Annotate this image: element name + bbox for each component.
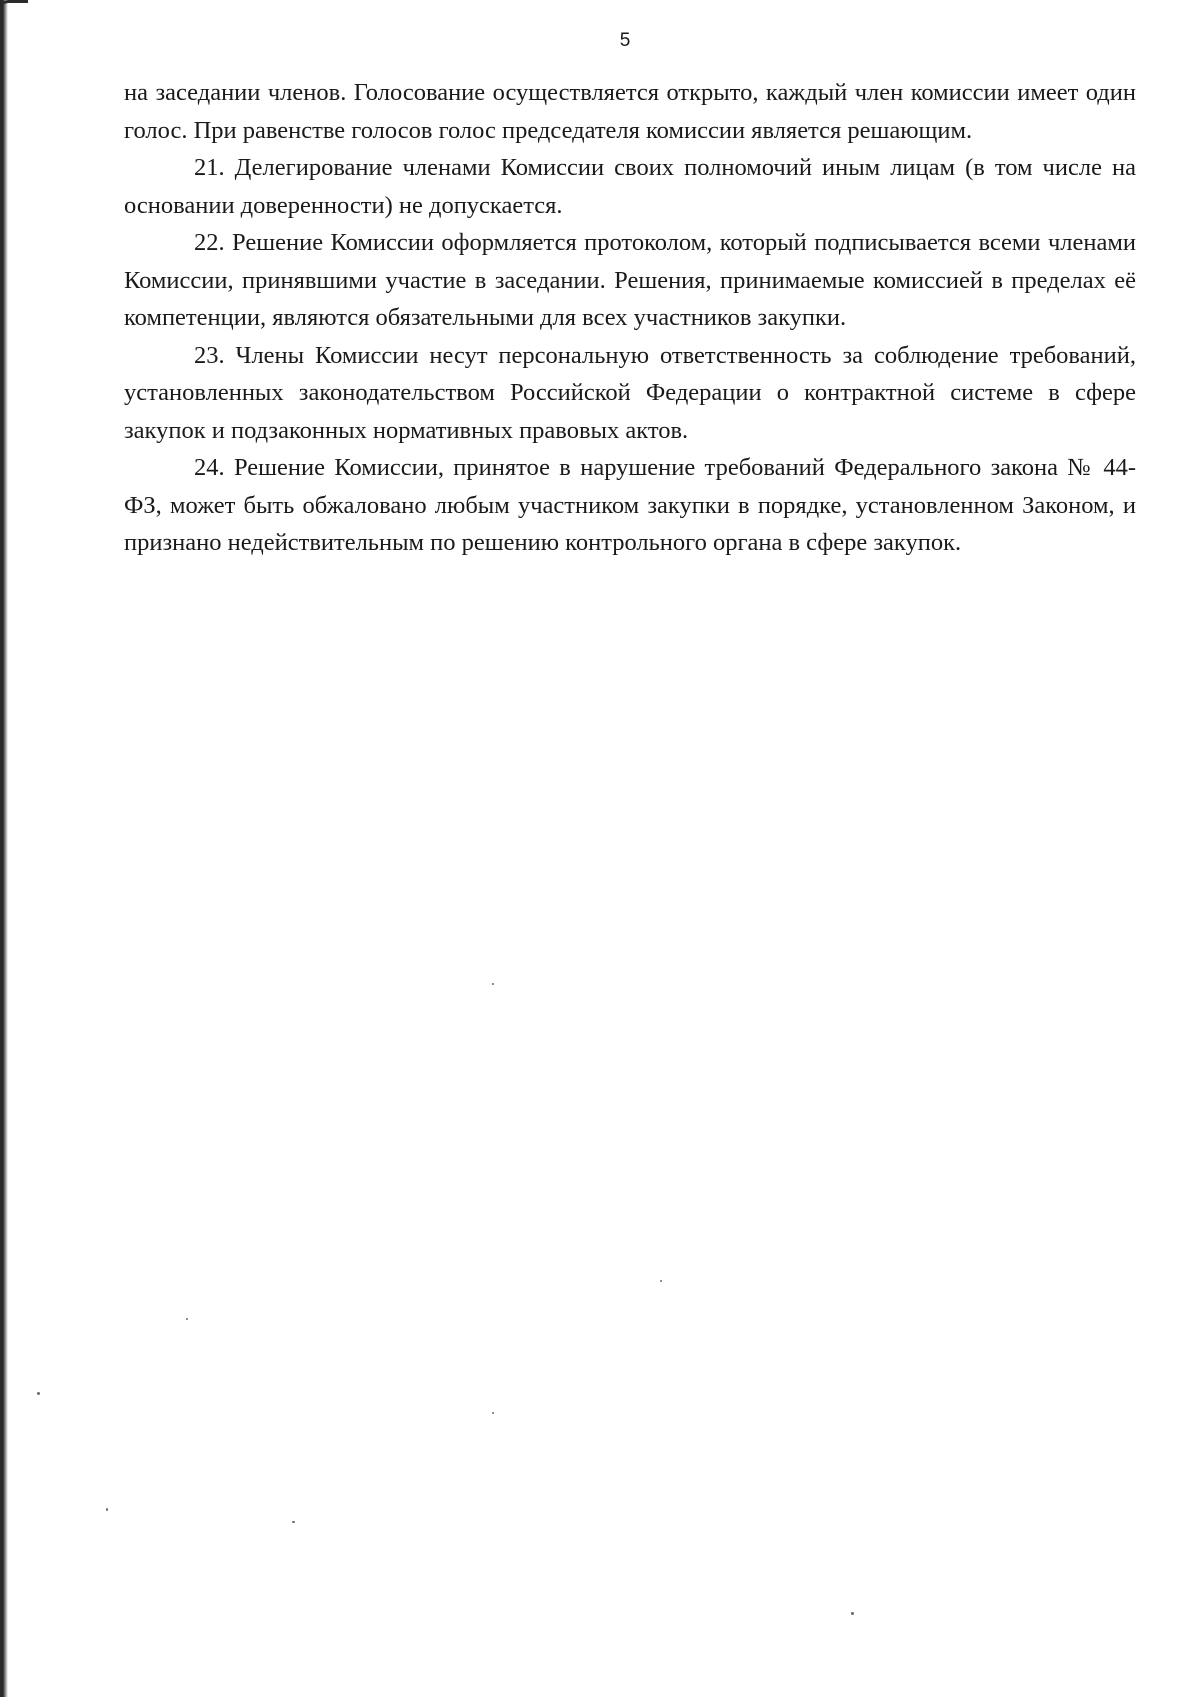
paragraph-24: 24. Решение Комиссии, принятое в нарушение требований Федерального закона № 44-ФЗ, может быть обжаловано любым участником закупки в порядке, установленном Законом, и признано недействительным по решению контрольного органа в сфере закупок.: [124, 454, 1136, 556]
scan-speck: [851, 1612, 854, 1615]
scan-speck: [292, 1521, 295, 1523]
page-number: 5: [619, 30, 631, 51]
paragraph-voting: на заседании членов. Голосование осуществляется открыто, каждый член комиссии имеет один голос. При равенстве голосов голос председателя комиссии является решающим.: [124, 79, 1136, 144]
scan-page-edge: [0, 0, 8, 1697]
scan-speck: [492, 1412, 494, 1414]
scan-speck: [660, 1280, 662, 1282]
paragraph-22: 22. Решение Комиссии оформляется протоколом, который подписывается всеми членами Комиссии, принявшими участие в заседании. Решения, принимаемые комиссией в пределах её компетенции, являются обязательными для всех участников закупки.: [124, 229, 1136, 331]
paragraph-23: 23. Члены Комиссии несут персональную ответственность за соблюдение требований, установленных законодательством Российской Федерации о контрактной системе в сфере закупок и подзаконных нормативных правовых актов.: [124, 341, 1136, 444]
scan-page-corner: [0, 0, 28, 9]
scan-speck: [186, 1318, 188, 1320]
scan-speck: [492, 983, 494, 985]
scan-speck: [37, 1392, 40, 1395]
paragraph-21: 21. Делегирование членами Комиссии своих полномочий иным лицам (в том числе на основании доверенности) не допускается.: [124, 154, 1136, 219]
scan-speck: [106, 1508, 108, 1511]
document-body: [124, 74, 1136, 562]
